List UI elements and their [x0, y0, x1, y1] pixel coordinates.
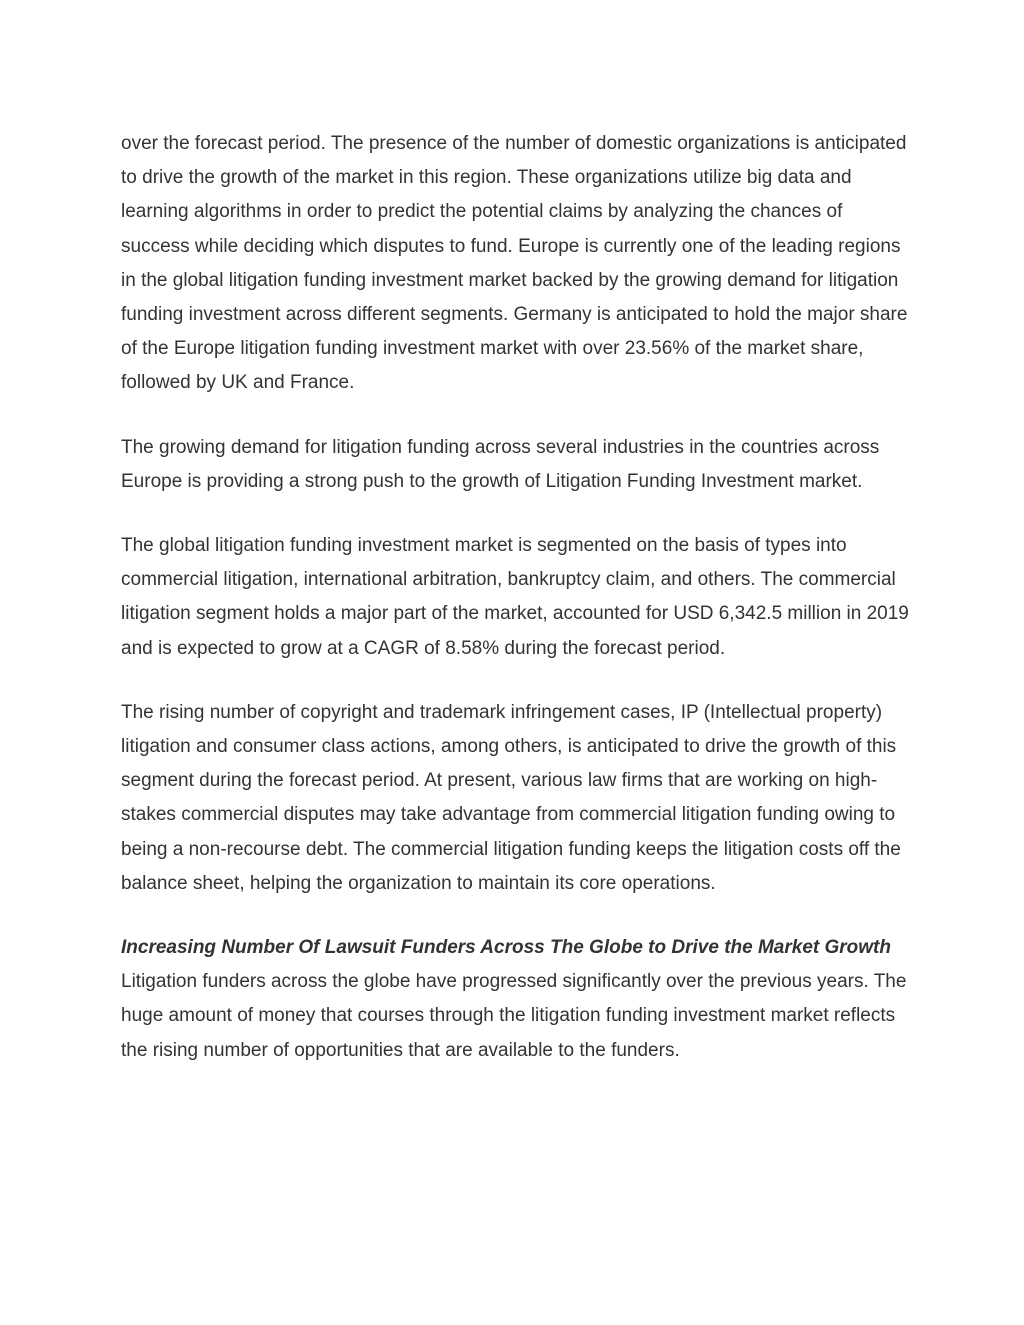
section-heading: Increasing Number Of Lawsuit Funders Across The Globe to Drive the Market Growth: [121, 937, 891, 959]
paragraph-market-segmentation: The global litigation funding investment market is segmented on the basis of types into commercial litigation, international arbitration, bankruptcy claim, and others. The commercial litigation segment holds a major part of the market, accounted for USD 6,342.5 million in 2019 and is expected to grow at a CAGR of 8.58% during the forecast period.: [121, 535, 909, 659]
paragraph-forecast-region: over the forecast period. The presence of the number of domestic organizations is anticipated to drive the growth of the market in this region. These organizations utilize big data and learning algorithms in order to predict the potential claims by analyzing the chances of success while deciding which disputes to fund. Europe is currently one of the leading regions in the global litigation funding investment market backed by the growing demand for litigation funding investment across different segments. Germany is anticipated to hold the major share of the Europe litigation funding investment market with over 23.56% of the market share, followed by UK and France.: [121, 133, 908, 394]
document-page: [121, 127, 911, 1068]
paragraph-commercial-litigation: The rising number of copyright and trademark infringement cases, IP (Intellectual property) litigation and consumer class actions, among others, is anticipated to drive the growth of this segment during the forecast period. At present, various law firms that are working on high-stakes commercial disputes may take advantage from commercial litigation funding owing to being a non-recourse debt. The commercial litigation funding keeps the litigation costs off the balance sheet, helping the organization to maintain its core operations.: [121, 701, 901, 894]
paragraph-lawsuit-funders: Litigation funders across the globe have progressed significantly over the previous years. The huge amount of money that courses through the litigation funding investment market reflects the rising number of opportunities that are available to the funders.: [121, 971, 907, 1061]
paragraph-europe-demand: The growing demand for litigation funding across several industries in the countries across Europe is providing a strong push to the growth of Litigation Funding Investment market.: [121, 436, 880, 492]
